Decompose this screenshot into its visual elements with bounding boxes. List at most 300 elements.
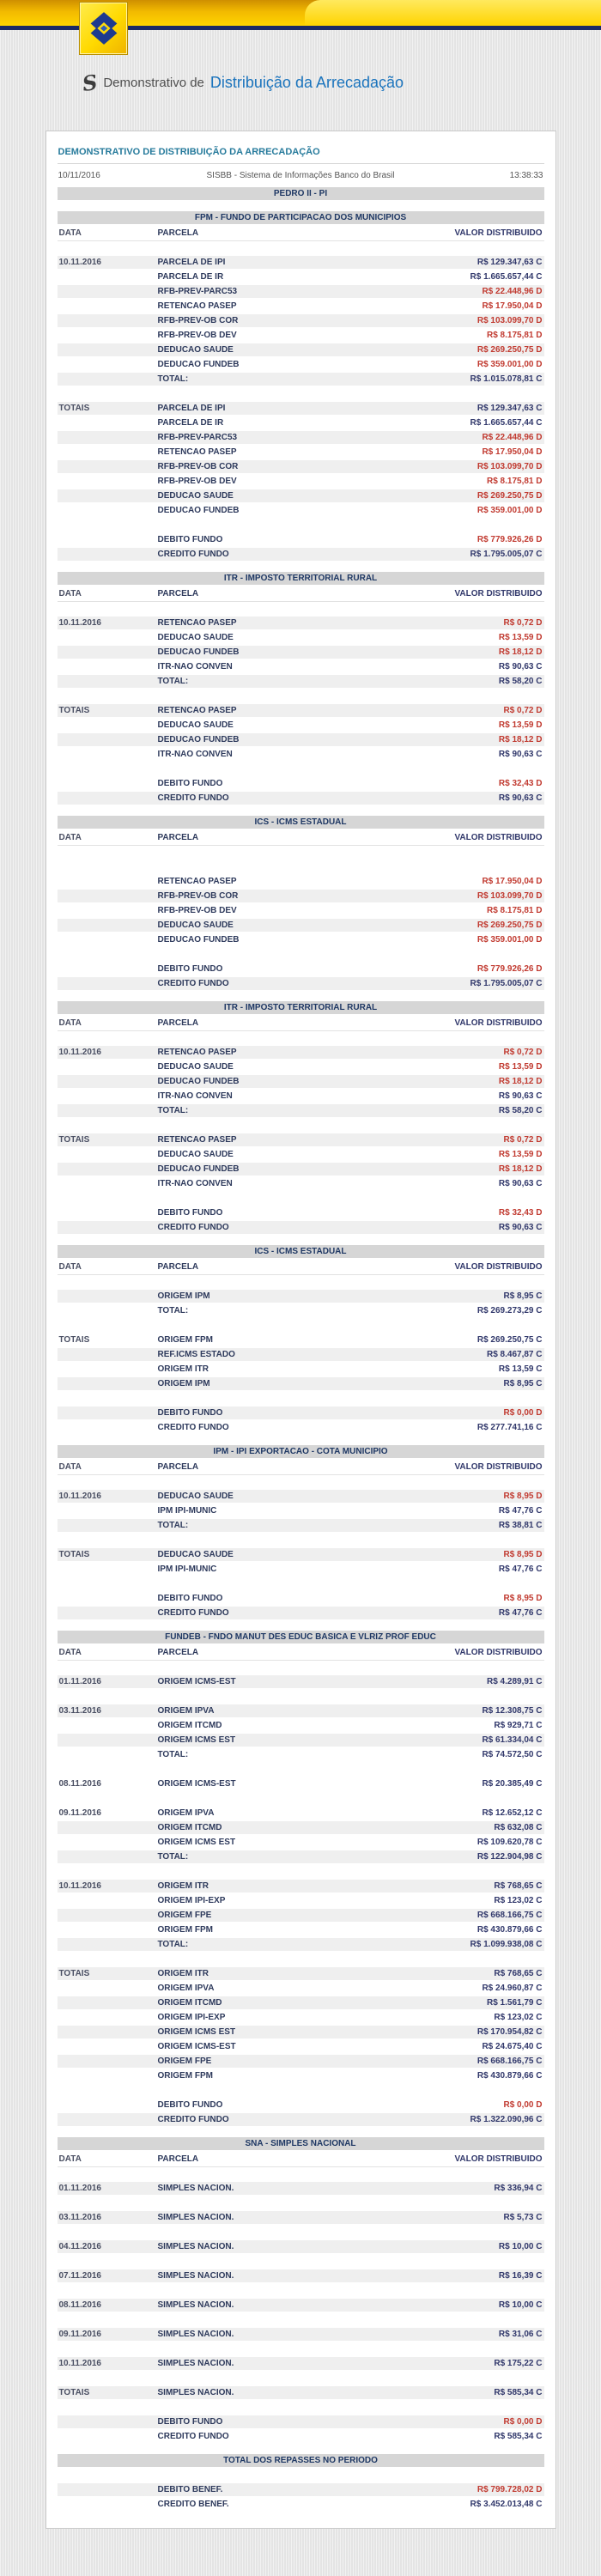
section-band: ITR - IMPOSTO TERRITORIAL RURAL: [58, 572, 544, 585]
table-row: [58, 329, 544, 342]
money-value: R$ 277.741,16 C: [477, 1423, 543, 1432]
parcela-cell: ORIGEM FPM: [157, 2071, 213, 2081]
table-row: [58, 2269, 544, 2282]
money-value: R$ 0,72 D: [503, 1135, 543, 1145]
parcela-cell: CREDITO FUNDO: [157, 979, 229, 988]
money-value: R$ 8,95 C: [503, 1379, 543, 1388]
date-cell: [58, 2040, 158, 2053]
money-value: R$ 1.561,79 C: [487, 1998, 543, 2008]
money-value: R$ 103.099,70 D: [477, 891, 543, 901]
table-row: [58, 256, 544, 269]
blank-row: [58, 846, 544, 859]
table-row: [58, 431, 544, 444]
table-row: [58, 358, 544, 371]
date-cell: [58, 431, 158, 444]
column-header: DATA: [58, 589, 82, 598]
date-cell: [58, 2113, 158, 2126]
section-band: ICS - ICMS ESTADUAL: [58, 816, 544, 829]
column-header: PARCELA: [157, 1462, 199, 1472]
money-value: R$ 13,59 D: [498, 1062, 543, 1072]
parcela-cell: DEBITO FUNDO: [157, 535, 223, 544]
report-date: 10/11/2016: [58, 171, 100, 180]
blank-row: [58, 1953, 544, 1965]
date-cell: 10.11.2016: [58, 618, 101, 628]
money-value: R$ 13,59 D: [498, 720, 543, 730]
blank-row: [58, 860, 544, 873]
column-header: DATA: [58, 833, 82, 842]
table-row: [58, 631, 544, 644]
money-value: R$ 929,71 C: [494, 1721, 543, 1730]
date-cell: [58, 446, 158, 459]
table-row: [58, 1104, 544, 1117]
parcela-cell: PARCELA DE IR: [157, 418, 224, 428]
date-cell: [58, 1075, 158, 1088]
date-cell: [58, 646, 158, 659]
table-row: [58, 1046, 544, 1059]
date-cell: [58, 300, 158, 313]
money-value: R$ 38,81 C: [498, 1521, 543, 1530]
blank-row: [58, 690, 544, 702]
parcela-cell: DEBITO FUNDO: [157, 779, 223, 788]
parcela-cell: RETENCAO PASEP: [157, 447, 237, 457]
column-header-row: [58, 1260, 544, 1275]
date-cell: [58, 977, 158, 990]
entity-band: PEDRO II - PI: [58, 187, 544, 200]
column-header: VALOR DISTRIBUIDO: [454, 833, 543, 842]
table-row: [58, 890, 544, 902]
date-cell: [58, 1363, 158, 1376]
table-row: [58, 963, 544, 975]
parcela-cell: ORIGEM ITCMD: [157, 1721, 222, 1730]
parcela-cell: ORIGEM ICMS-EST: [157, 2042, 236, 2051]
report-section: [58, 1001, 544, 1234]
parcela-cell: DEBITO BENEF.: [157, 2485, 223, 2494]
parcela-cell: DEDUCAO SAUDE: [157, 920, 234, 930]
blank-row: [58, 1690, 544, 1703]
report-body: [58, 211, 544, 2511]
column-header: VALOR DISTRIBUIDO: [454, 1262, 543, 1272]
bb-mark-icon: [86, 10, 122, 46]
column-header: PARCELA: [157, 1018, 199, 1028]
date-cell: [58, 660, 158, 673]
money-value: R$ 8.467,87 C: [487, 1350, 543, 1359]
date-cell: 10.11.2016: [58, 258, 101, 267]
date-cell: [58, 270, 158, 283]
column-header-row: [58, 1460, 544, 1475]
table-row: [58, 2182, 544, 2195]
table-row: [58, 704, 544, 717]
blank-row: [58, 519, 544, 532]
parcela-cell: ORIGEM ICMS-EST: [157, 1677, 236, 1686]
column-header: VALOR DISTRIBUIDO: [454, 1648, 543, 1657]
parcela-cell: PARCELA DE IPI: [157, 258, 226, 267]
money-value: R$ 632,08 C: [494, 1823, 543, 1832]
table-row: [58, 2040, 544, 2053]
parcela-cell: RFB-PREV-OB DEV: [157, 477, 237, 486]
date-cell: [58, 1421, 158, 1434]
money-value: R$ 13,59 C: [498, 1364, 543, 1374]
date-cell: [58, 475, 158, 488]
money-value: R$ 10,00 C: [498, 2300, 543, 2310]
table-row: [58, 2011, 544, 2024]
table-row: [58, 2483, 544, 2496]
money-value: R$ 32,43 D: [498, 779, 543, 788]
parcela-cell: DEBITO FUNDO: [157, 1594, 223, 1603]
money-value: R$ 668.166,75 C: [477, 1911, 543, 1920]
table-row: [58, 733, 544, 746]
parcela-cell: SIMPLES NACION.: [157, 2184, 234, 2193]
column-header: PARCELA: [157, 1262, 199, 1272]
parcela-cell: ORIGEM IPI-EXP: [157, 2013, 226, 2022]
date-cell: [58, 875, 158, 888]
table-row: [58, 1406, 544, 1419]
date-cell: 08.11.2016: [58, 2300, 101, 2310]
parcela-cell: DEDUCAO SAUDE: [157, 1150, 234, 1159]
money-value: R$ 585,34 C: [494, 2388, 543, 2397]
date-cell: [58, 2026, 158, 2038]
parcela-cell: REF.ICMS ESTADO: [157, 1350, 235, 1359]
parcela-cell: CREDITO BENEF.: [157, 2500, 229, 2509]
money-value: R$ 18,12 D: [498, 735, 543, 744]
table-row: [58, 904, 544, 917]
money-value: R$ 269.250,75 D: [477, 491, 543, 501]
date-cell: [58, 1148, 158, 1161]
table-row: [58, 1348, 544, 1361]
parcela-cell: SIMPLES NACION.: [157, 2388, 234, 2397]
blank-row: [58, 2284, 544, 2297]
money-value: R$ 122.904,98 C: [477, 1852, 543, 1862]
date-cell: [58, 1504, 158, 1517]
date-cell: [58, 2099, 158, 2111]
date-cell: [58, 733, 158, 746]
table-row: [58, 2430, 544, 2443]
page-title: [80, 69, 601, 96]
table-row: [58, 675, 544, 688]
date-cell: TOTAIS: [58, 1335, 90, 1345]
money-value: R$ 58,20 C: [498, 1106, 543, 1115]
date-cell: [58, 1982, 158, 1995]
date-cell: [58, 373, 158, 386]
money-value: R$ 8,95 C: [503, 1291, 543, 1301]
arrecadacao-icon: S: [80, 69, 100, 96]
report-section: [58, 1445, 544, 1619]
blank-row: [58, 2372, 544, 2385]
column-header: DATA: [58, 2154, 82, 2164]
money-value: R$ 768,65 C: [494, 1969, 543, 1978]
column-header: DATA: [58, 1262, 82, 1272]
table-row: [58, 1592, 544, 1605]
parcela-cell: RFB-PREV-PARC53: [157, 287, 238, 296]
parcela-cell: ORIGEM ITR: [157, 1969, 209, 1978]
parcela-cell: SIMPLES NACION.: [157, 2300, 234, 2310]
money-value: R$ 585,34 C: [494, 2432, 543, 2441]
date-cell: [58, 489, 158, 502]
money-value: R$ 8.175,81 D: [487, 906, 543, 915]
blank-row: [58, 2196, 544, 2209]
table-row: [58, 270, 544, 283]
money-value: R$ 90,63 C: [498, 1223, 543, 1232]
date-cell: [58, 890, 158, 902]
money-value: R$ 359.001,00 D: [477, 935, 543, 945]
table-row: [58, 660, 544, 673]
report-section: [58, 2454, 544, 2511]
parcela-cell: DEDUCAO FUNDEB: [157, 1164, 240, 1174]
date-cell: [58, 504, 158, 517]
table-row: [58, 933, 544, 946]
money-value: R$ 668.166,75 C: [477, 2057, 543, 2066]
table-row: [58, 548, 544, 561]
date-cell: TOTAIS: [58, 404, 90, 413]
parcela-cell: ORIGEM ICMS EST: [157, 2027, 236, 2037]
date-cell: [58, 1090, 158, 1103]
parcela-cell: DEDUCAO FUNDEB: [157, 1077, 240, 1086]
table-row: [58, 2240, 544, 2253]
report-section: [58, 1245, 544, 1434]
column-header: PARCELA: [157, 228, 199, 238]
date-cell: [58, 1348, 158, 1361]
table-row: [58, 1894, 544, 1907]
date-cell: [58, 719, 158, 732]
date-cell: 10.11.2016: [58, 2359, 101, 2368]
parcela-cell: DEDUCAO FUNDEB: [157, 647, 240, 657]
money-value: R$ 10,00 C: [498, 2242, 543, 2251]
parcela-cell: DEDUCAO SAUDE: [157, 1492, 234, 1501]
money-value: R$ 1.795.005,07 C: [470, 979, 543, 988]
bright-gold-bar: [305, 0, 601, 26]
blank-row: [58, 2084, 544, 2097]
table-row: [58, 1421, 544, 1434]
money-value: R$ 336,94 C: [494, 2184, 543, 2193]
parcela-cell: RETENCAO PASEP: [157, 301, 237, 311]
date-cell: 03.11.2016: [58, 1706, 101, 1716]
date-cell: [58, 533, 158, 546]
section-band: IPM - IPI EXPORTACAO - COTA MUNICIPIO: [58, 1445, 544, 1458]
parcela-cell: TOTAL:: [157, 1940, 189, 1949]
page-title-main: Distribuição da Arrecadação: [209, 74, 404, 91]
date-cell: [58, 314, 158, 327]
table-row: [58, 1719, 544, 1732]
money-value: R$ 17.950,04 D: [482, 877, 543, 886]
blank-row: [58, 2255, 544, 2268]
money-value: R$ 24.960,87 C: [482, 1984, 543, 1993]
system-name: SISBB - Sistema de Informações Banco do Brasil: [206, 171, 395, 180]
table-row: [58, 1563, 544, 1576]
parcela-cell: ORIGEM IPM: [157, 1379, 210, 1388]
blank-row: [58, 1577, 544, 1590]
date-cell: [58, 2483, 158, 2496]
date-cell: [58, 1996, 158, 2009]
parcela-cell: ORIGEM IPVA: [157, 1808, 215, 1818]
parcela-cell: CREDITO FUNDO: [157, 2115, 229, 2124]
parcela-cell: TOTAL:: [157, 1750, 189, 1759]
date-cell: [58, 2415, 158, 2428]
date-cell: [58, 792, 158, 805]
date-cell: [58, 1938, 158, 1951]
money-value: R$ 799.728,02 D: [477, 2485, 543, 2494]
date-cell: [58, 548, 158, 561]
parcela-cell: CREDITO FUNDO: [157, 1608, 229, 1618]
date-cell: [58, 1304, 158, 1317]
parcela-cell: RFB-PREV-OB DEV: [157, 906, 237, 915]
table-row: [58, 1206, 544, 1219]
date-cell: [58, 2011, 158, 2024]
money-value: R$ 269.250,75 D: [477, 920, 543, 930]
money-value: R$ 0,72 D: [503, 618, 543, 628]
date-cell: 01.11.2016: [58, 1677, 101, 1686]
date-cell: 09.11.2016: [58, 1808, 101, 1818]
parcela-cell: SIMPLES NACION.: [157, 2242, 234, 2251]
date-cell: [58, 963, 158, 975]
date-cell: [58, 777, 158, 790]
money-value: R$ 74.572,50 C: [482, 1750, 543, 1759]
date-cell: [58, 1836, 158, 1849]
blank-row: [58, 1392, 544, 1405]
date-cell: [58, 1909, 158, 1922]
table-row: [58, 1748, 544, 1761]
table-row: [58, 1363, 544, 1376]
table-row: [58, 1334, 544, 1346]
report-section: [58, 572, 544, 805]
table-row: [58, 1148, 544, 1161]
table-row: [58, 300, 544, 313]
blank-row: [58, 387, 544, 400]
table-row: [58, 875, 544, 888]
date-cell: [58, 2430, 158, 2443]
date-cell: [58, 1104, 158, 1117]
date-cell: [58, 1894, 158, 1907]
column-header-row: [58, 830, 544, 846]
parcela-cell: DEBITO FUNDO: [157, 2417, 223, 2427]
column-header-row: [58, 1645, 544, 1661]
parcela-cell: TOTAL:: [157, 374, 189, 384]
table-row: [58, 1675, 544, 1688]
table-row: [58, 460, 544, 473]
date-cell: 10.11.2016: [58, 1492, 101, 1501]
parcela-cell: DEDUCAO SAUDE: [157, 1550, 234, 1559]
money-value: R$ 123,02 C: [494, 2013, 543, 2022]
money-value: R$ 47,76 C: [498, 1506, 543, 1516]
table-row: [58, 1060, 544, 1073]
report-info-row: [58, 164, 544, 185]
table-row: [58, 2099, 544, 2111]
table-row: [58, 1377, 544, 1390]
table-row: [58, 1821, 544, 1834]
table-row: [58, 1490, 544, 1503]
parcela-cell: RFB-PREV-PARC53: [157, 433, 238, 442]
blank-row: [58, 1534, 544, 1546]
date-cell: [58, 1221, 158, 1234]
section-band: SNA - SIMPLES NACIONAL: [58, 2137, 544, 2150]
money-value: R$ 17.950,04 D: [482, 301, 543, 311]
parcela-cell: CREDITO FUNDO: [157, 2432, 229, 2441]
date-cell: [58, 675, 158, 688]
section-band: ITR - IMPOSTO TERRITORIAL RURAL: [58, 1001, 544, 1014]
money-value: R$ 1.665.657,44 C: [470, 272, 543, 282]
table-row: [58, 1807, 544, 1820]
table-row: [58, 373, 544, 386]
parcela-cell: TOTAL:: [157, 1521, 189, 1530]
column-header: PARCELA: [157, 2154, 199, 2164]
money-value: R$ 8,95 D: [503, 1492, 543, 1501]
parcela-cell: TOTAL:: [157, 1106, 189, 1115]
date-cell: TOTAIS: [58, 1550, 90, 1559]
column-header-row: [58, 1016, 544, 1031]
table-row: [58, 777, 544, 790]
parcela-cell: ORIGEM IPVA: [157, 1984, 215, 1993]
parcela-cell: DEDUCAO SAUDE: [157, 345, 234, 355]
date-cell: 10.11.2016: [58, 1048, 101, 1057]
parcela-cell: SIMPLES NACION.: [157, 2271, 234, 2281]
parcela-cell: CREDITO FUNDO: [157, 1423, 229, 1432]
report-section: [58, 211, 544, 561]
money-value: R$ 129.347,63 C: [477, 258, 543, 267]
table-row: [58, 489, 544, 502]
column-header: PARCELA: [157, 589, 199, 598]
date-cell: [58, 2055, 158, 2068]
report-section: [58, 1631, 544, 2126]
parcela-cell: TOTAL:: [157, 1306, 189, 1315]
blank-row: [58, 1792, 544, 1805]
date-cell: [58, 748, 158, 761]
table-row: [58, 617, 544, 629]
money-value: R$ 0,00 D: [503, 2100, 543, 2110]
parcela-cell: IPM IPI-MUNIC: [157, 1506, 217, 1516]
money-value: R$ 3.452.013,48 C: [470, 2500, 543, 2509]
parcela-cell: SIMPLES NACION.: [157, 2213, 234, 2222]
date-cell: 10.11.2016: [58, 1881, 101, 1891]
table-row: [58, 2386, 544, 2399]
parcela-cell: RETENCAO PASEP: [157, 706, 237, 715]
parcela-cell: DEDUCAO SAUDE: [157, 1062, 234, 1072]
parcela-cell: ITR-NAO CONVEN: [157, 662, 233, 671]
blank-row: [58, 1661, 544, 1674]
blank-row: [58, 1865, 544, 1878]
date-cell: [58, 1923, 158, 1936]
table-row: [58, 748, 544, 761]
date-cell: 08.11.2016: [58, 1779, 101, 1789]
report-title: DEMONSTRATIVO DE DISTRIBUIÇÃO DA ARRECADAÇÃO: [58, 143, 544, 164]
money-value: R$ 109.620,78 C: [477, 1838, 543, 1847]
money-value: R$ 269.250,75 C: [477, 1335, 543, 1345]
column-header: DATA: [58, 1462, 82, 1472]
date-cell: [58, 460, 158, 473]
parcela-cell: RFB-PREV-OB COR: [157, 462, 239, 471]
page-title-prefix: Demonstrativo de: [103, 76, 204, 90]
date-cell: [58, 1406, 158, 1419]
table-row: [58, 719, 544, 732]
table-row: [58, 2357, 544, 2370]
table-row: [58, 402, 544, 415]
parcela-cell: ITR-NAO CONVEN: [157, 1091, 233, 1101]
date-cell: [58, 343, 158, 356]
money-value: R$ 768,65 C: [494, 1881, 543, 1891]
parcela-cell: RFB-PREV-OB COR: [157, 891, 239, 901]
date-cell: [58, 1734, 158, 1747]
parcela-cell: RETENCAO PASEP: [157, 1048, 237, 1057]
money-value: R$ 1.099.938,08 C: [470, 1940, 543, 1949]
column-header: DATA: [58, 1648, 82, 1657]
parcela-cell: ORIGEM ICMS EST: [157, 1838, 236, 1847]
date-cell: [58, 329, 158, 342]
table-row: [58, 1909, 544, 1922]
table-row: [58, 1982, 544, 1995]
money-value: R$ 4.289,91 C: [487, 1677, 543, 1686]
table-row: [58, 446, 544, 459]
column-header-row: [58, 586, 544, 602]
date-cell: [58, 1850, 158, 1863]
table-row: [58, 977, 544, 990]
money-value: R$ 1.795.005,07 C: [470, 550, 543, 559]
